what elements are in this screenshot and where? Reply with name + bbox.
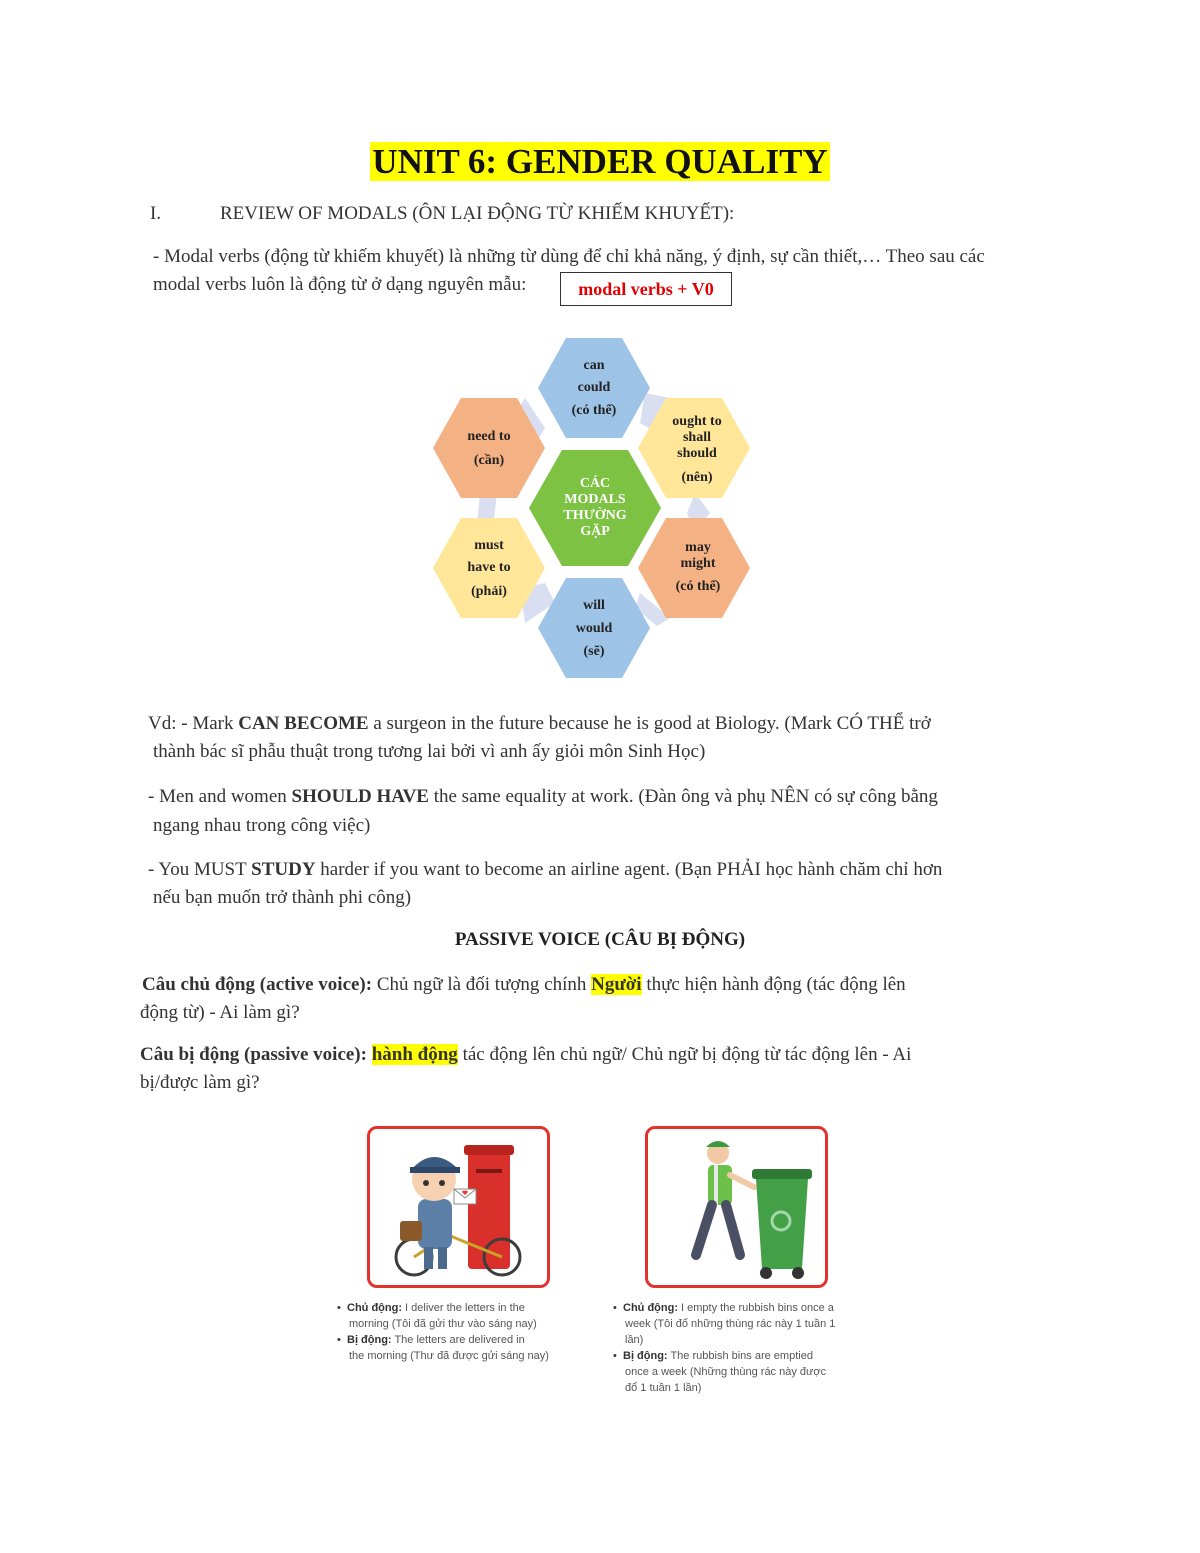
hex-top-right-line-4: (nên) — [681, 470, 713, 485]
active-def-line-1 — [142, 971, 1047, 999]
active-label: Câu chủ động (active voice): — [142, 974, 373, 995]
hex-bottom-line-3: (sẽ) — [583, 644, 605, 659]
hex-top-left-line-2: (cần) — [473, 453, 505, 468]
section-title: REVIEW OF MODALS (ÔN LẠI ĐỘNG TỪ KHIẾM KHUYẾT): — [220, 203, 735, 224]
example-3-line-1 — [148, 856, 1053, 884]
passive-highlight: hành động — [371, 1044, 458, 1065]
hex-top-left-line-1: need to — [467, 429, 511, 444]
center-line-4: GẶP — [580, 524, 610, 539]
title-text: UNIT 6: GENDER QUALITY — [372, 142, 828, 181]
page-title — [0, 142, 1200, 182]
hex-top-right-line-2: shall — [682, 430, 712, 445]
hex-bottom-line-2: would — [575, 621, 613, 636]
hex-bottom-right-line-2: might — [680, 556, 716, 571]
mailman-illustration — [370, 1129, 547, 1285]
rubbish-passive-text: The rubbish bins are emptied — [667, 1350, 813, 1362]
example-2-prefix: - Men and women — [148, 786, 292, 807]
passive-heading: PASSIVE VOICE (CÂU BỊ ĐỘNG) — [454, 929, 746, 950]
rubbish-active-line-2: week (Tôi đổ những thùng rác này 1 tuần 1 — [625, 1318, 836, 1330]
hex-bottom-left-line-3: (phải) — [471, 584, 507, 599]
modals-diagram — [425, 338, 765, 678]
rubbish-passive-line-1: • Bị động: The rubbish bins are emptied — [613, 1350, 813, 1362]
example-3-modal: STUDY — [251, 859, 316, 880]
hex-top-line-3: (có thể) — [571, 403, 617, 418]
rubbish-caption — [613, 1300, 873, 1396]
section-heading — [150, 203, 734, 225]
active-def-text: Chủ ngữ là đối tượng chính — [372, 974, 592, 995]
passive-def-line-2: bị/được làm gì? — [140, 1072, 260, 1093]
rubbish-active-text: I empty the rubbish bins once a — [677, 1302, 834, 1314]
intro-line-1: - Modal verbs (động từ khiếm khuyết) là những từ dùng để chỉ khả năng, ý định, sự cần thiết,… Theo sau các — [153, 246, 985, 267]
hex-bottom-left-line-2: have to — [467, 560, 511, 575]
rubbish-active-label: Chủ động: — [623, 1302, 678, 1314]
rubbish-active-line-3: lần) — [625, 1334, 644, 1346]
passive-def-rest: tác động lên chủ ngữ/ Chủ ngữ bị động từ tác động lên - Ai — [457, 1044, 912, 1065]
active-def-line-2: động từ) - Ai làm gì? — [140, 1002, 300, 1023]
example-2-line-2: ngang nhau trong công việc) — [153, 815, 371, 836]
hex-top-line-2: could — [577, 380, 611, 395]
rubbish-card — [645, 1126, 828, 1288]
mailman-passive-text: The letters are delivered in — [391, 1334, 525, 1346]
hex-top-right-line-1: ought to — [672, 414, 722, 429]
rubbish-passive-label: Bị động: — [623, 1350, 668, 1362]
hex-bottom-right-line-3: (có thể) — [675, 579, 721, 594]
center-line-1: CÁC — [579, 476, 611, 491]
example-3-prefix: - You MUST — [148, 859, 252, 880]
hex-bottom-line-1: will — [583, 598, 605, 613]
mailman-caption — [337, 1300, 577, 1364]
mailman-passive-line-1: • Bị động: The letters are delivered in — [337, 1334, 525, 1346]
rubbish-active-line-1: • Chủ động: I empty the rubbish bins once a — [613, 1302, 834, 1314]
hex-bottom-left-line-1: must — [474, 538, 504, 553]
mailman-passive-label: Bị động: — [347, 1334, 392, 1346]
example-1-modal: CAN BECOME — [238, 713, 369, 734]
mailman-active-line-1: • Chủ động: I deliver the letters in the — [337, 1302, 525, 1314]
mailman-active-label: Chủ động: — [347, 1302, 402, 1314]
hex-bottom-right-line-1: may — [685, 540, 711, 555]
example-1-rest: a surgeon in the future because he is good at Biology. (Mark CÓ THỂ trở — [368, 713, 931, 734]
example-3-rest: harder if you want to become an airline agent. (Bạn PHẢI học hành chăm chỉ hơn — [315, 859, 943, 880]
center-line-2: MODALS — [564, 492, 626, 507]
example-1-prefix: Vd: - Mark — [148, 713, 239, 734]
active-highlight: Người — [591, 974, 642, 995]
active-def-rest: thực hiện hành động (tác động lên — [641, 974, 906, 995]
example-1-line-1 — [148, 710, 1053, 738]
example-2-line-1 — [148, 783, 1053, 811]
passive-def-line-1 — [140, 1041, 1045, 1069]
example-2-modal: SHOULD HAVE — [291, 786, 429, 807]
center-line-3: THƯỜNG — [563, 508, 627, 523]
mailman-active-line-2: morning (Tôi đã gửi thư vào sáng nay) — [349, 1318, 537, 1330]
rubbish-passive-line-3: đổ 1 tuần 1 lần) — [625, 1382, 702, 1394]
hex-top-right-line-3: should — [677, 446, 717, 461]
example-3-line-2: nếu bạn muốn trở thành phi công) — [153, 887, 412, 908]
example-2-rest: the same equality at work. (Đàn ông và phụ NÊN có sự công bằng — [428, 786, 938, 807]
rubbish-illustration — [648, 1129, 825, 1285]
rubbish-passive-line-2: once a week (Những thùng rác này được — [625, 1366, 827, 1378]
passive-label: Câu bị động (passive voice): — [140, 1044, 367, 1065]
example-1-line-2: thành bác sĩ phẫu thuật trong tương lai bởi vì anh ấy giỏi môn Sinh Học) — [153, 741, 706, 762]
mailman-active-text: I deliver the letters in the — [401, 1302, 525, 1314]
modals-diagram-svg — [425, 338, 765, 678]
mailman-card — [367, 1126, 550, 1288]
formula-box: modal verbs + V0 — [560, 272, 732, 306]
mailman-passive-line-2: the morning (Thư đã được gửi sáng nay) — [349, 1350, 549, 1362]
section-number: I. — [150, 203, 162, 224]
intro-line-2: modal verbs luôn là động từ ở dạng nguyên mẫu: — [153, 274, 527, 295]
hex-top-line-1: can — [583, 358, 605, 373]
